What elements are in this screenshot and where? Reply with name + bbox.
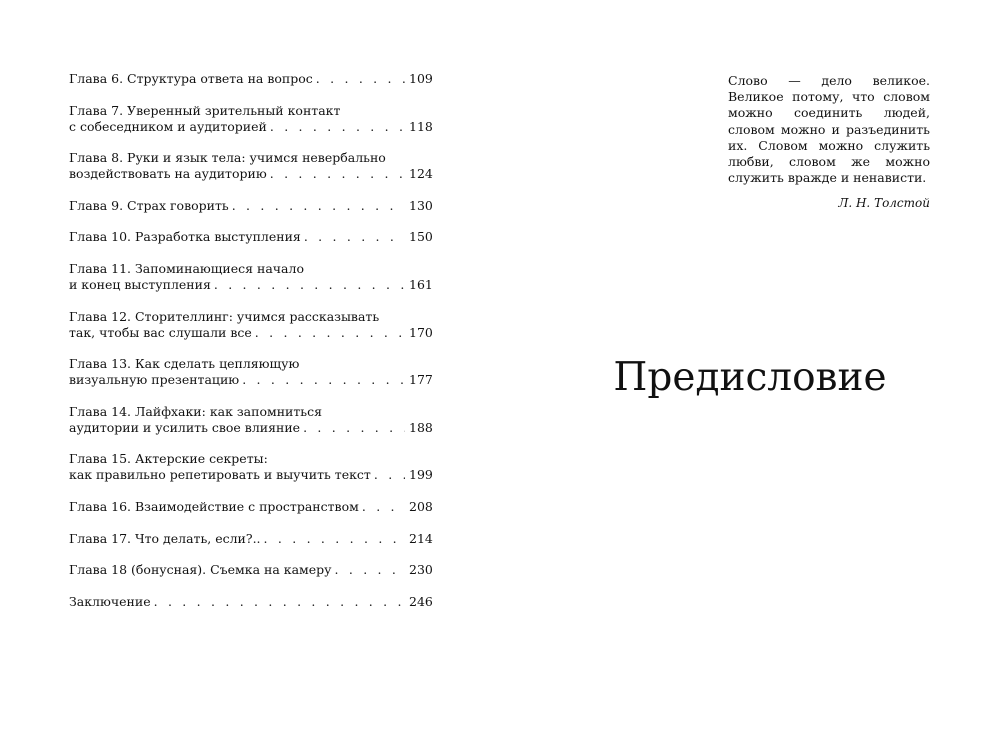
toc-entry-row	[69, 420, 431, 436]
toc-page-number: 199	[409, 467, 433, 483]
toc-entry-title-line: Глава 7. Уверенный зрительный контакт	[69, 102, 341, 118]
toc-entry	[69, 103, 431, 135]
toc-entry-row	[69, 71, 431, 87]
toc-entry-title: Глава 6. Структура ответа на вопрос	[69, 71, 313, 86]
toc-dot-leader	[335, 562, 406, 578]
toc-dot-leader	[154, 594, 405, 610]
toc-entry-title-line: Глава 12. Сторителлинг: учимся рассказывать	[69, 308, 380, 324]
toc-dot-leader	[214, 277, 405, 293]
toc-entry	[69, 594, 431, 610]
toc-entry-title: аудитории и усилить свое влияние	[69, 419, 301, 435]
toc-entry-row	[69, 166, 431, 182]
toc-dot-leader	[316, 71, 405, 87]
toc-entry-row	[69, 277, 431, 293]
toc-dot-leader	[270, 119, 405, 135]
toc-entry	[69, 309, 431, 341]
toc-page-number: 208	[409, 498, 433, 514]
toc-page-number: 170	[409, 324, 433, 340]
toc-dot-leader	[264, 531, 405, 547]
toc-entry-title: Глава 16. Взаимодействие с пространством	[69, 498, 359, 514]
toc-entry	[69, 562, 431, 578]
toc-dot-leader	[232, 198, 405, 214]
epigraph-author: Л. Н. Толстой	[838, 196, 930, 211]
toc-entry	[69, 229, 431, 245]
epigraph	[728, 73, 930, 212]
toc-entry-row	[69, 325, 431, 341]
toc-entry	[69, 356, 431, 388]
toc-page-number: 124	[409, 166, 433, 182]
toc-page-number: 161	[409, 276, 433, 292]
toc-entry-row	[69, 198, 431, 214]
toc-page-number: 150	[409, 229, 433, 245]
chapter-heading: Предисловие	[613, 355, 887, 400]
toc-page-number: 118	[409, 118, 433, 134]
epigraph-text: Слово — дело великое. Великое потому, что словом можно соединить людей, словом можно и разъединить их. Словом можно служить любви, словом же можно служить вражде и ненависти.	[728, 73, 930, 186]
toc-entry-title: Глава 9. Страх говорить	[69, 197, 229, 213]
toc-entry	[69, 198, 431, 214]
toc-dot-leader	[304, 229, 405, 245]
toc-entry-row	[69, 531, 431, 547]
toc-entry-title: воздействовать на аудиторию	[69, 166, 267, 182]
toc-entry	[69, 499, 431, 515]
toc-entry-title: Глава 18 (бонусная). Съемка на камеру	[69, 562, 332, 578]
toc-page-number: 109	[409, 71, 433, 86]
toc-entry-title: Глава 17. Что делать, если?..	[69, 530, 261, 546]
table-of-contents	[69, 71, 431, 625]
toc-entry-title: как правильно репетировать и выучить текст	[69, 467, 371, 483]
toc-entry-row	[69, 467, 431, 483]
toc-entry	[69, 404, 431, 436]
toc-entry	[69, 261, 431, 293]
toc-entry	[69, 451, 431, 483]
toc-entry-row	[69, 119, 431, 135]
toc-entry-title: и конец выступления	[69, 276, 211, 292]
toc-dot-leader	[374, 467, 405, 483]
toc-entry-title-line: Глава 8. Руки и язык тела: учимся невербально	[69, 150, 386, 166]
toc-entry-row	[69, 594, 431, 610]
toc-entry-title: так, чтобы вас слушали все	[69, 324, 252, 340]
toc-entry-title: Заключение	[69, 593, 151, 609]
toc-page-number: 177	[409, 372, 433, 388]
toc-page-number: 188	[409, 419, 433, 435]
toc-entry-row	[69, 372, 431, 388]
toc-page-number: 230	[409, 562, 433, 578]
toc-dot-leader	[362, 499, 405, 515]
toc-entry-row	[69, 562, 431, 578]
toc-entry-title-line: Глава 14. Лайфхаки: как запомниться	[69, 403, 322, 419]
toc-entry-title-line: Глава 11. Запоминающиеся начало	[69, 260, 304, 276]
toc-page-number: 214	[409, 530, 433, 546]
toc-dot-leader	[303, 420, 405, 436]
toc-dot-leader	[242, 372, 405, 388]
toc-page-number: 246	[409, 593, 433, 609]
toc-dot-leader	[270, 166, 405, 182]
toc-entry-title-line: Глава 15. Актерские секреты:	[69, 451, 268, 467]
toc-entry	[69, 150, 431, 182]
toc-entry-row	[69, 229, 431, 245]
toc-entry	[69, 71, 431, 87]
toc-entry-title: с собеседником и аудиторией	[69, 118, 267, 134]
toc-entry	[69, 531, 431, 547]
toc-entry-title: визуальную презентацию	[69, 372, 240, 388]
toc-entry-row	[69, 499, 431, 515]
toc-entry-title: Глава 10. Разработка выступления	[69, 229, 301, 245]
toc-page-number: 130	[409, 197, 433, 213]
toc-dot-leader	[255, 325, 405, 341]
toc-entry-title-line: Глава 13. Как сделать цепляющую	[69, 356, 300, 372]
